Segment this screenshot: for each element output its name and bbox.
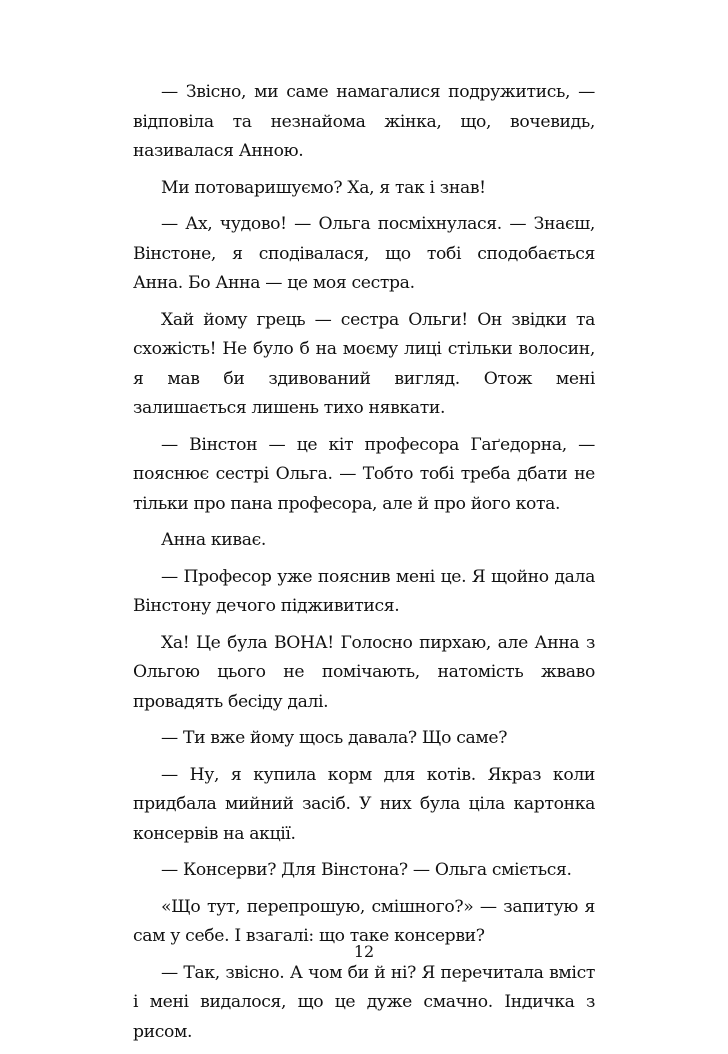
page-body-text [133, 78, 595, 1054]
paragraph: — Так, звісно. А чом би й ні? Я перечитала вміст і мені видалося, що це дуже смачно. Індичка з рисом. [133, 962, 595, 1042]
paragraph: Ха! Це була ВОНА! Голосно пирхаю, але Анна з Ольгою цього не помічають, натомість жваво провадять бесіду далі. [133, 632, 595, 712]
paragraph: Хай йому грець — сестра Ольги! Он звідки та схожість! Не було б на моєму лиці стільки волосин, я мав би здивований вигляд. Отож мені залишається лишень тихо нявкати. [133, 309, 595, 419]
paragraph: — Звісно, ми саме намагалися подружитись, — відповіла та незнайома жінка, що, вочевидь, називалася Анною. [133, 82, 595, 162]
paragraph: — Консерви? Для Вінстона? — Ольга сміється. [161, 860, 572, 881]
paragraph: Анна киває. [161, 530, 266, 551]
paragraph: Ми потоваришуємо? Ха, я так і знав! [161, 177, 486, 198]
page-number: 12 [353, 942, 375, 961]
paragraph: — Ти вже йому щось давала? Що саме? [161, 728, 508, 749]
paragraph: — Вінстон — це кіт професора Гаґедорна, — пояснює сестрі Ольга. — Тобто тобі треба дбати не тільки про пана професора, але й про його кота. [133, 434, 595, 514]
paragraph: — Професор уже пояснив мені це. Я щойно дала Вінстону дечого підживитися. [133, 566, 595, 617]
paragraph: — Ну, я купила корм для котів. Якраз коли придбала мийний засіб. У них була ціла картонка консервів на акції. [133, 764, 595, 844]
paragraph: «Що тут, перепрошую, смішного?» — запитую я сам у себе. І взагалі: що таке консерви? [133, 896, 595, 947]
paragraph: — Ах, чудово! — Ольга посміхнулася. — Знаєш, Вінстоне, я сподівалася, що тобі сподобається Анна. Бо Анна — це моя сестра. [133, 213, 595, 294]
